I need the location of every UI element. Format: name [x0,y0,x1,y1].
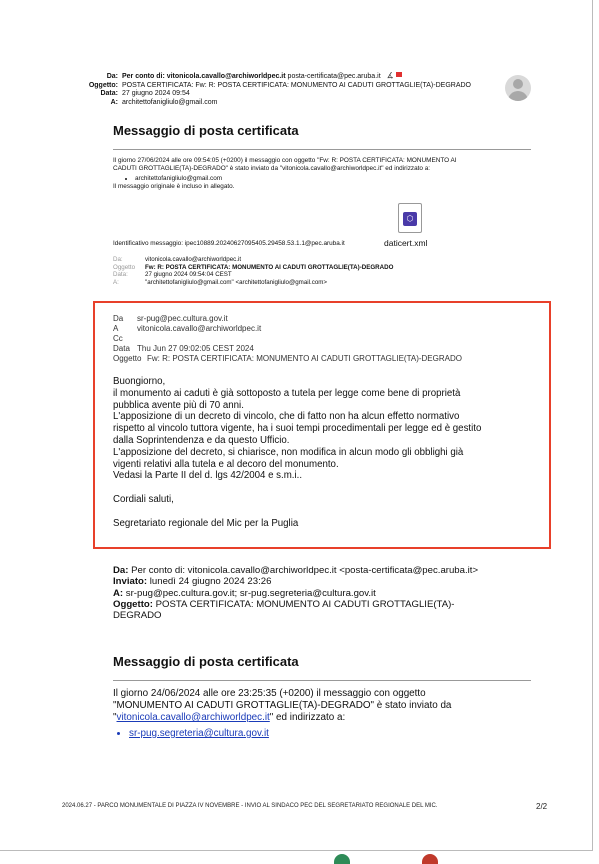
forwarded-header [113,565,543,621]
fwd-subject-label: Oggetto: [113,598,153,610]
from-address: posta-certificata@pec.aruba.it [287,73,381,80]
header-from-row [40,72,500,82]
email-header [40,72,500,107]
fwd-subject-value: POSTA CERTIFICATA: MONUMENTO AI CADUTI GROTTAGLIE(TA)- [155,598,455,610]
meta-to-label: A: [113,278,119,286]
message-to-value: vitonicola.cavallo@archiworldpec.it [137,324,262,333]
message-line: rispetto al vincolo tuttora vigente, ha i suoi tempi procedimentali per legge ed è gestito [113,423,482,435]
message-line: Vedasi la Parte II del d. lgs 42/2004 e s.m.i.. [113,470,303,482]
to-label: A: [110,98,118,106]
message-line: L'apposizione del decreto, si chiarisce, non modifica in alcun modo gli obblighi già [113,446,464,458]
fwd-subject-row [113,599,543,610]
paperclip-icon[interactable]: ∡ [386,71,394,80]
section2-recipient-link[interactable]: • sr-pug.segreteria@cultura.gov.it [129,728,513,740]
section1-line2: CADUTI GROTTAGLIE(TA)-DEGRADO" è stato inviato da "vitonicola.cavallo@archiworldpec.it" ed indirizzato a: [113,165,431,172]
message-cc-row [113,334,462,344]
message-subject-value: Fw: R: POSTA CERTIFICATA: MONUMENTO AI CADUTI GROTTAGLIE(TA)-DEGRADO [147,354,462,363]
fwd-from-value: Per conto di: vitonicola.cavallo@archiworldpec.it <posta-certificata@pec.aruba.it> [131,565,479,576]
avatar-body [508,91,528,101]
fwd-to-value: sr-pug@pec.cultura.gov.it; sr-pug.segreteria@cultura.gov.it [125,587,376,599]
message-line: il monumento ai caduti è già sottoposto a tutela per legge come bene di proprietà [113,387,461,399]
page-border-right [592,0,593,850]
message-greeting: Buongiorno, [113,376,166,387]
avatar-head [513,79,523,89]
to-value: architettofanigliulo@gmail.com [122,98,218,106]
section2-divider [113,680,531,681]
message-signature: Segretariato regionale del Mic per la Puglia [113,517,299,529]
header-to-row [40,99,500,108]
green-circle-icon [334,854,350,864]
fwd-to-label: A: [113,587,124,599]
date-value: 27 giugno 2024 09:54 [122,90,190,97]
meta-subject-row [113,264,393,272]
message-line: L'apposizione di un decreto di vincolo, che di fatto non ha alcun effetto normativo [113,411,460,423]
section2-body [113,688,513,740]
header-icons [387,72,402,82]
section1-title: Messaggio di posta certificata [113,123,299,138]
message-header [113,314,462,364]
fwd-sent-label: Inviato: [113,576,148,588]
message-from-label: Da [113,314,124,323]
flag-icon[interactable] [396,72,402,77]
section1-recipient-list [113,175,533,183]
message-line: pubblica avente più di 70 anni. [113,399,244,411]
message-cc-label: Cc [113,334,123,343]
quote-open: " [113,712,117,723]
meta-date-label: Data: [113,271,128,278]
meta-subject-label: Oggetto [113,263,136,271]
date-label: Data: [100,90,118,97]
line3-rest: " ed indirizzato a: [269,712,346,723]
fwd-sent-row [113,576,543,587]
from-label: Da: [106,73,118,80]
from-sender: Per conto di: vitonicola.cavallo@archiworldpec.it [122,73,286,80]
fwd-from-label: Da: [113,565,129,576]
header-date-row [40,90,500,99]
page-border-bottom [0,850,593,851]
meta-subject-value: Fw: R: POSTA CERTIFICATA: MONUMENTO AI CADUTI GROTTAGLIE(TA)-DEGRADO [145,263,394,271]
meta-to-row [113,279,393,287]
original-meta [113,256,393,286]
message-line: dalla Soprintendenza e da questo Ufficio. [113,434,290,446]
spacer [113,482,543,494]
file-glyph: ⬡ [403,212,417,226]
message-subject-row [113,354,462,364]
meta-from-label: Da: [113,256,123,263]
message-closing: Cordiali saluti, [113,493,174,505]
attachment-name[interactable]: daticert.xml [384,238,428,248]
message-from-value: sr-pug@pec.cultura.gov.it [137,314,228,323]
meta-to-value: "architettofanigliulo@gmail.com" <architettofanigliulo@gmail.com> [145,278,328,286]
fwd-sent-value: lunedì 24 giugno 2024 23:26 [149,576,272,588]
section1-line1: Il giorno 27/06/2024 alle ore 09:54:05 (+0200) il messaggio con oggetto "Fw: R: POSTA CERTIFICATA: MONUMENTO AI [113,157,457,164]
page-number: 2/2 [536,802,548,811]
fwd-subject-row-2: DEGRADO [113,610,162,622]
red-circle-icon [422,854,438,864]
header-subject-row [40,82,500,91]
meta-from-value: vitonicola.cavallo@archiworldpec.it [145,256,242,263]
message-to-row [113,324,462,334]
avatar [505,75,531,101]
message-body [113,376,543,529]
section2-title: Messaggio di posta certificata [113,654,299,669]
section2-line3 [113,712,513,724]
subject-value: POSTA CERTIFICATA: Fw: R: POSTA CERTIFICATA: MONUMENTO AI CADUTI GROTTAGLIE(TA)-DEGRADO [122,81,471,89]
subject-label: Oggetto: [88,81,118,89]
meta-from-row [113,256,393,264]
section1-body [113,157,533,191]
message-date-label: Data [113,344,130,353]
message-to-label: A [113,324,119,333]
message-date-value: Thu Jun 27 09:02:05 CEST 2024 [137,344,254,353]
section1-divider [113,149,531,150]
section1-recipient: • architettofanigliulo@gmail.com [135,175,533,183]
message-date-row [113,344,462,354]
message-identifier: Identificativo messaggio: ipec10889.20240627095405.29458.53.1.1@pec.aruba.it [113,240,345,247]
fwd-to-row [113,588,543,599]
spacer [113,506,543,518]
section2-line1: Il giorno 24/06/2024 alle ore 23:25:35 (+0200) il messaggio con oggetto [113,688,426,699]
message-from-row [113,314,462,324]
fwd-from-row [113,565,543,576]
section2-recipient-list [113,728,513,740]
page-footer: 2024.06.27 - PARCO MONUMENTALE DI PIAZZA IV NOVEMBRE - INVIO AL SINDACO PEC DEL SEGRETARIATO REGIONALE DEL MIC. [62,803,438,809]
message-line: vigenti relativi alla tutela e al decoro del monumento. [113,458,339,470]
meta-date-row [113,271,393,279]
message-subject-label: Oggetto [113,354,142,363]
section1-note: Il messaggio originale è incluso in allegato. [113,183,235,190]
meta-date-value: 27 giugno 2024 09:54:04 CEST [145,271,232,278]
xml-file-icon[interactable] [398,203,422,233]
section2-line2: "MONUMENTO AI CADUTI GROTTAGLIE(TA)-DEGRADO" è stato inviato da [113,700,452,711]
sender-link[interactable]: vitonicola.cavallo@archiworldpec.it [116,712,270,723]
